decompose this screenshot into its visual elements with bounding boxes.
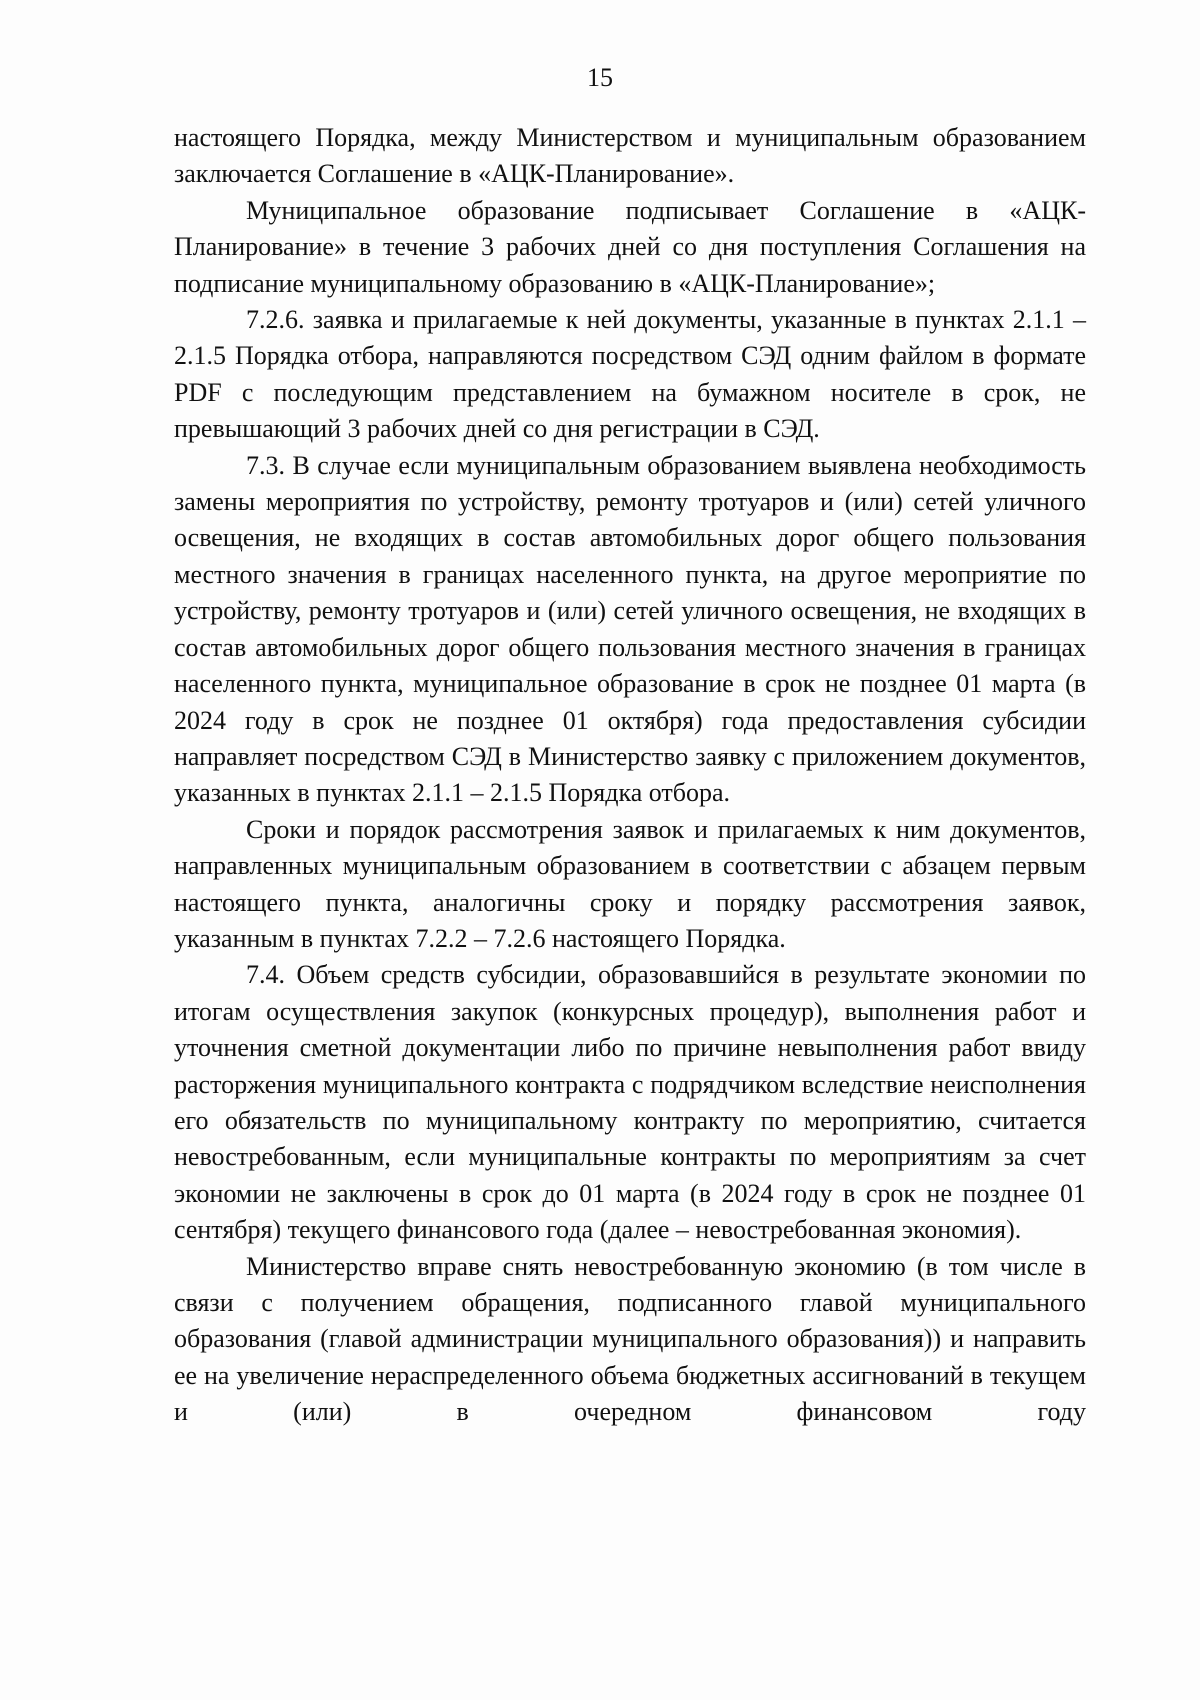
paragraph-ministry-rights: Министерство вправе снять невостребованную экономию (в том числе в связи с получением обращения, подписанного главой муниципального образования (главой администрации муниципального образования)) и направить ее на увеличение нераспределенного объема бюджетных ассигнований в текущем и (или) в очередном финансовом году <box>174 1251 1086 1427</box>
page-number: 15 <box>587 63 613 92</box>
paragraph-7-3: 7.3. В случае если муниципальным образованием выявлена необходимость замены мероприятия по устройству, ремонту тротуаров и (или) сетей уличного освещения, не входящих в состав автомобильных дорог общего пользования местного значения в границах населенного пункта, на другое мероприятие по устройству, ремонту тротуаров и (или) сетей уличного освещения, не входящих в состав автомобильных дорог общего пользования местного значения в границах населенного пункта, муниципальное образование в срок не позднее 01 марта (в 2024 году в срок не позднее 01 октября) года предоставления субсидии направляет посредством СЭД в Министерство заявку с приложением документов, указанных в пунктах 2.1.1 – 2.1.5 Порядка отбора. <box>174 450 1086 808</box>
paragraph-7-2-6: 7.2.6. заявка и прилагаемые к ней документы, указанные в пунктах 2.1.1 – 2.1.5 Порядка отбора, направляются посредством СЭД одним файлом в формате PDF с последующим представлением на бумажном носителе в срок, не превышающий 3 рабочих дней со дня регистрации в СЭД. <box>174 305 1086 444</box>
paragraph-continuation: настоящего Порядка, между Министерством и муниципальным образованием заключается Соглашение в «АЦК-Планирование». <box>174 123 1086 189</box>
paragraph-7-4: 7.4. Объем средств субсидии, образовавшийся в результате экономии по итогам осуществления закупок (конкурсных процедур), выполнения работ и уточнения сметной документации либо по причине невыполнения работ ввиду расторжения муниципального контракта с подрядчиком вследствие неисполнения его обязательств по муниципальному контракту по мероприятию, считается невостребованным, если муниципальные контракты по мероприятиям за счет экономии не заключены в срок до 01 марта (в 2024 году в срок не позднее 01 сентября) текущего финансового года (далее – невостребованная экономия). <box>174 960 1086 1245</box>
paragraph-review-terms: Сроки и порядок рассмотрения заявок и прилагаемых к ним документов, направленных муниципальным образованием в соответствии с абзацем первым настоящего пункта, аналогичны сроку и порядку рассмотрения заявок, указанным в пунктах 7.2.2 – 7.2.6 настоящего Порядка. <box>174 814 1086 953</box>
paragraph-signing-agreement: Муниципальное образование подписывает Соглашение в «АЦК-Планирование» в течение 3 рабочих дней со дня поступления Соглашения на подписание муниципальному образованию в «АЦК-Планирование»; <box>174 195 1086 298</box>
document-body <box>174 120 1086 1431</box>
